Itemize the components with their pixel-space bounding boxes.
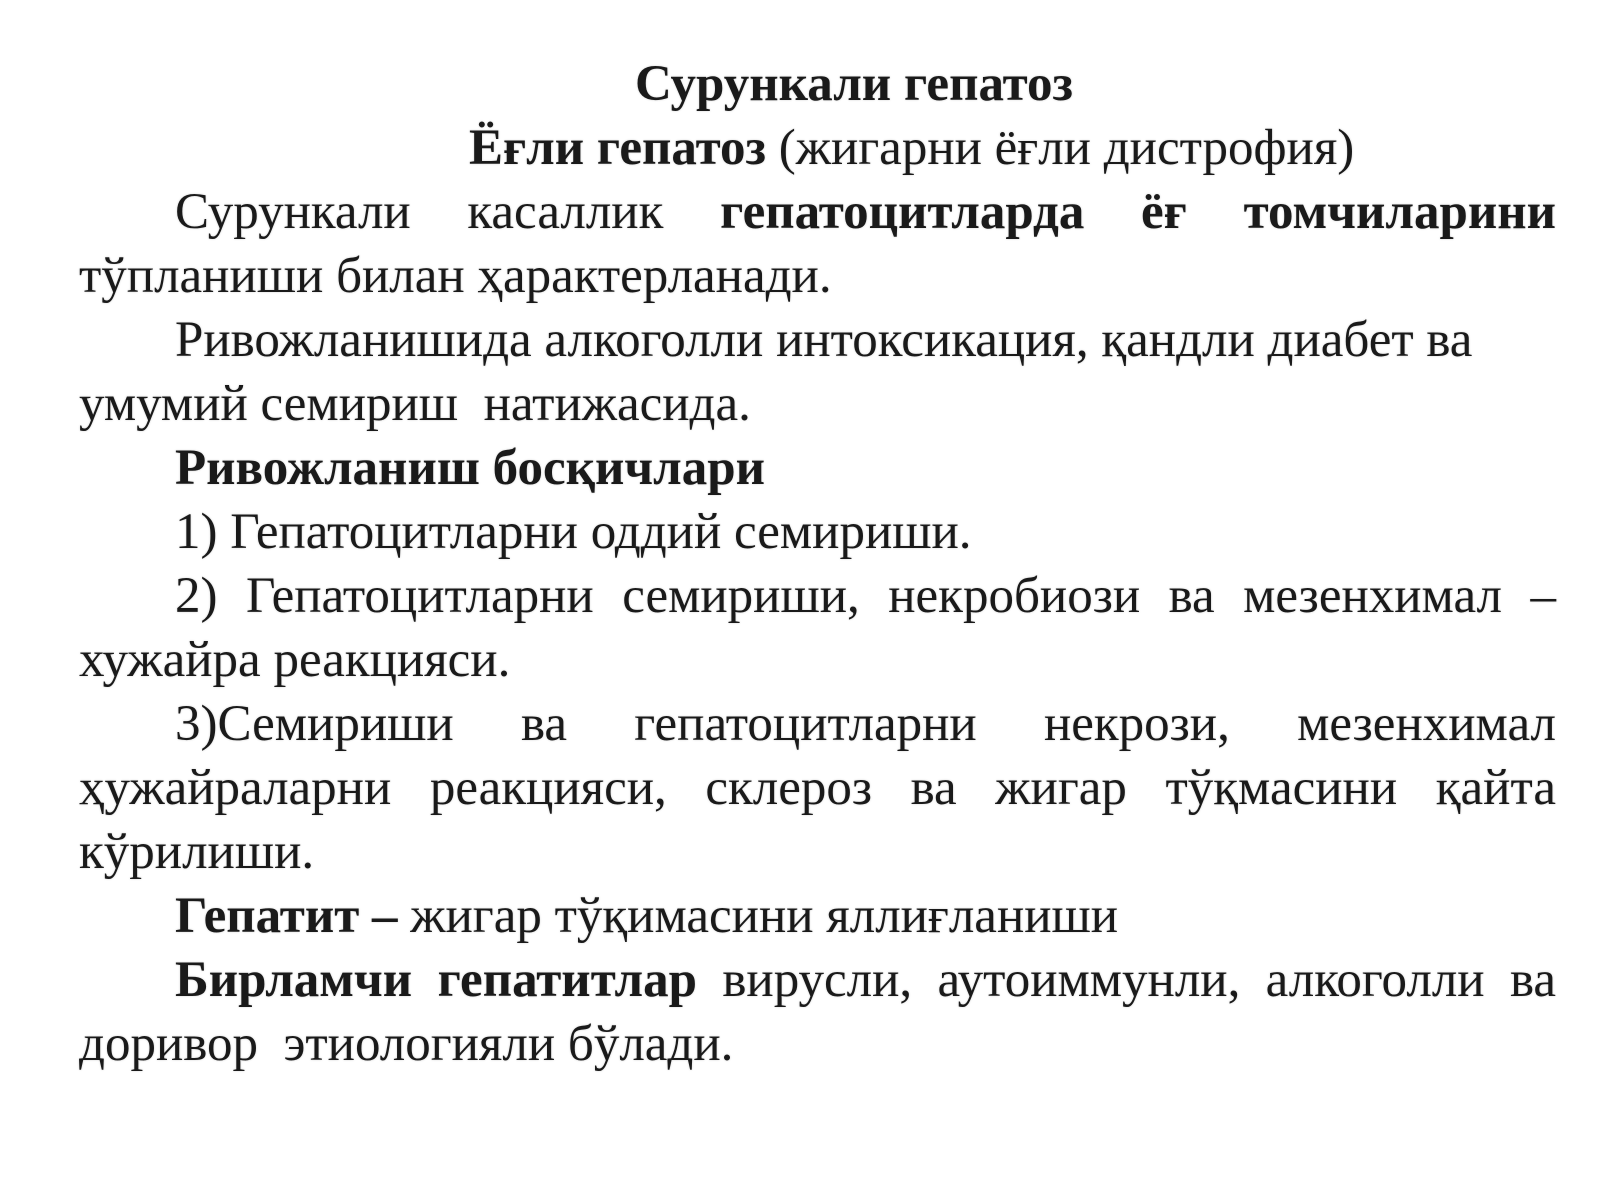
subtitle-bold: Ёғли гепатоз: [469, 120, 766, 176]
paragraph-definition-end: тўпланиши билан ҳарактерланади.: [79, 248, 832, 304]
subtitle-rest: (жигарни ёғли дистрофия): [766, 120, 1355, 176]
paragraph-definition: [79, 180, 1556, 308]
stage-item-2: 2) Гепатоцитларни семириши, некробиози ва мезенхимал – хужайра реакцияси.: [79, 568, 1556, 688]
paragraph-primary-hepatitis: [79, 948, 1582, 1076]
document-subtitle: [469, 116, 1600, 180]
hepatitis-definition: жигар тўқимасини яллиғланиши: [397, 888, 1119, 944]
paragraph-hepatitis: [79, 884, 1556, 948]
primary-hepatitis-definition: вирусли, аутоиммунли, алкоголли ва доривор этиологияли бўлади.: [79, 952, 1582, 1072]
paragraph-definition-start: Сурункали касаллик: [175, 184, 721, 240]
stage-item-3: 3)Семириши ва гепатоцитларни некрози, мезенхимал ҳужайраларни реакцияси, склероз ва жигар тўқмасини қайта кўрилиши.: [79, 696, 1556, 880]
hepatitis-term: Гепатит –: [175, 888, 398, 944]
stage-item-1: 1) Гепатоцитларни оддий семириши.: [175, 504, 972, 560]
document-title: Сурункали гепатоз: [635, 56, 1074, 112]
primary-hepatitis-term: Бирламчи гепатитлар: [175, 952, 697, 1008]
paragraph-causes: Ривожланишида алкоголли интоксикация, қандли диабет ва умумий семириш натижасида.: [79, 312, 1486, 432]
paragraph-definition-bold: гепатоцитларда ёғ томчиларини: [720, 184, 1556, 240]
document-body: [79, 52, 1582, 1076]
stages-heading: Ривожланиш босқичлари: [175, 440, 765, 496]
